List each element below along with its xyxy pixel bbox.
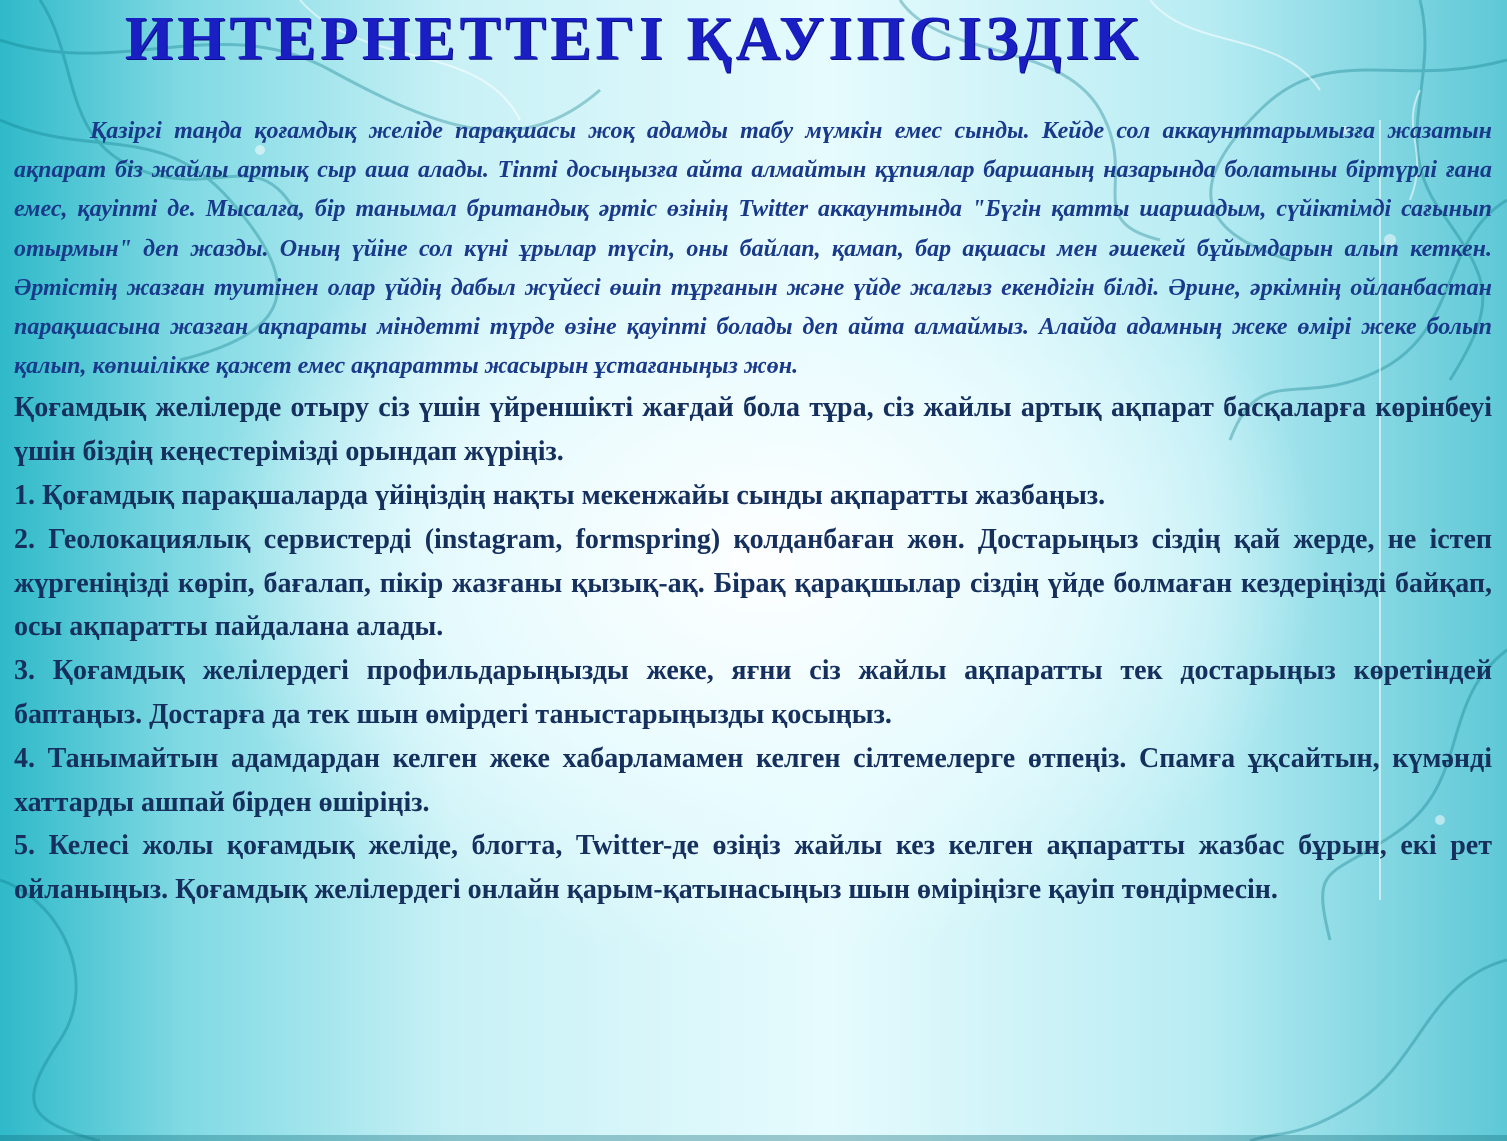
tip-item: 5. Келесі жолы қоғамдық желіде, блогта, Twitter-де өзіңіз жайлы кез келген ақпаратты жазбас бұрын, екі рет ойланыңыз. Қоғамдық желілердегі онлайн қарым-қатынасыңыз шын өміріңізге қауіп төндірмесін.	[14, 830, 1492, 906]
bottom-divider	[0, 1135, 1507, 1141]
intro-paragraph: Қазіргі таңда қоғамдық желіде парақшасы жоқ адамды табу мүмкін емес сынды. Кейде сол аккаунттарымызға жазатын ақпарат біз жайлы артық сыр аша алады. Тіпті досыңызға айта алмайтын құпиялар баршаның назарында болатыны біртүрлі ғана емес, қауіпті де. Мысалға, бір танымал британдық әртіс өзінің Twitter аккаунтында "Бүгін қатты шаршадым, сүйіктімді сағынып отырмын" деп жазды. Оның үйіне сол күні ұрылар түсіп, оны байлап, қамап, бар ақшасы мен әшекей бұйымдарын алып кеткен. Әртістің жазған туитінен олар үйдің дабыл жүйесі өшіп тұрғанын және үйде жалғыз екендігін білді. Әрине, әркімнің ойланбастан парақшасына жазған ақпараты міндетті түрде өзіне қауіпті болады деп айта алмаймыз. Алайда адамның жеке өмірі жеке болып қалып, көпшілікке қажет емес ақпаратты жасырын ұстағаныңыз жөн.	[14, 118, 1492, 380]
slide-content	[14, 112, 1492, 912]
tip-item: 4. Танымайтын адамдардан келген жеке хабарламамен келген сілтемелерге өтпеңіз. Спамға ұқсайтын, күмәнді хаттарды ашпай бірден өшіріңіз.	[14, 742, 1492, 818]
advice-section	[14, 386, 1492, 912]
tip-item: 2. Геолокациялық сервистерді (instagram, formspring) қолданбаған жөн. Достарыңыз сіздің қай жерде, не істеп жүргеніңізді көріп, бағалап, пікір жазғаны қызық-ақ. Бірақ қарақшылар сіздің үйде болмаған кездеріңізді байқап, осы ақпаратты пайдалана алады.	[14, 523, 1492, 643]
tip-item: 3. Қоғамдық желілердегі профильдарыңызды жеке, яғни сіз жайлы ақпаратты тек достарыңыз көретіндей баптаңыз. Достарға да тек шын өмірдегі таныстарыңызды қосыңыз.	[14, 655, 1492, 730]
advice-intro: Қоғамдық желілерде отыру сіз үшін үйреншікті жағдай бола тұра, сіз жайлы артық ақпарат басқаларға көрінбеуі үшін біздің кеңестерімізді орындап жүріңіз.	[14, 392, 1492, 468]
tip-item: 1. Қоғамдық парақшаларда үйіңіздің нақты мекенжайы сынды ақпаратты жазбаңыз.	[14, 480, 1106, 512]
slide-title: ИНТЕРНЕТТЕГІ ҚАУІПСІЗДІК	[124, 5, 1143, 73]
title-block	[0, 5, 1507, 73]
